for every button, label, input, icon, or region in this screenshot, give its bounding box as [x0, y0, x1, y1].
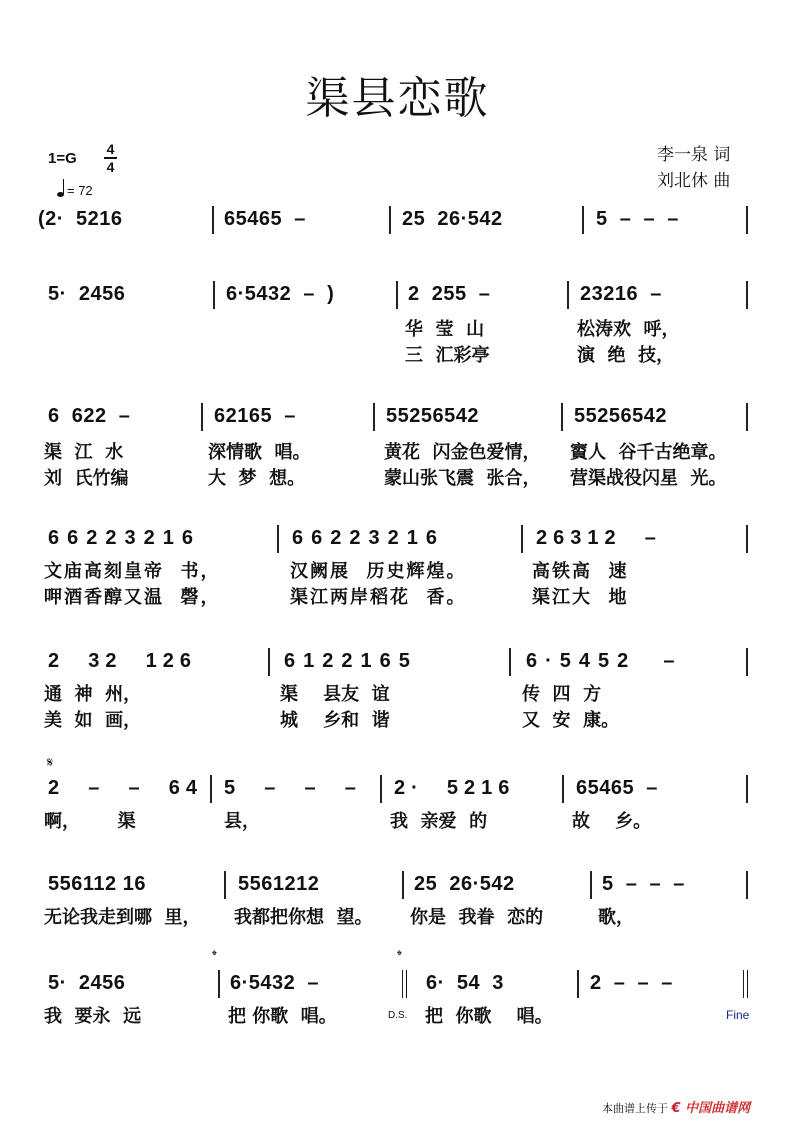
measure: 6122165 [284, 650, 418, 672]
time-signature-bottom: 4 [106, 159, 115, 175]
barline [380, 775, 382, 803]
lyric-verse2: 又 安 康。 [522, 710, 620, 731]
barline [201, 403, 203, 431]
composer: 刘北休 曲 [657, 171, 731, 191]
lyric-verse2: 呷酒香醇又温 磬， [44, 587, 221, 608]
lyric-verse2: 演 绝 技， [577, 345, 675, 366]
lyric-verse2: 刘 氏竹编 [44, 468, 129, 489]
coda-icon: 𝄌 [397, 948, 402, 964]
barline [509, 648, 511, 676]
song-title: 渠县恋歌 [305, 73, 490, 124]
logo-icon: € [671, 1101, 681, 1116]
lyricist: 李一泉 词 [657, 145, 731, 165]
barline [218, 970, 220, 998]
barline [212, 206, 214, 234]
lyric: 把 你歌 唱。 [228, 1006, 337, 1027]
barline [746, 281, 748, 309]
lyric-verse1: 通 神 州， [44, 684, 142, 705]
credits [657, 142, 730, 194]
measure: 55256542 [386, 405, 479, 427]
measure: 2· 5216 [394, 777, 516, 799]
measure: 2 – – 64 [48, 777, 203, 799]
measure: 5 – – – [596, 208, 679, 230]
site-logo[interactable] [672, 1101, 751, 1116]
tempo-value: = 72 [67, 183, 93, 198]
lyric-verse2: 蒙山张飞震 张合， [384, 468, 541, 489]
footer-credit [602, 1097, 750, 1116]
measure: 5· 2456 [48, 283, 126, 305]
lyric-verse1: 传 四 方 [522, 684, 602, 705]
lyric-verse1: 賨人 谷千古绝章。 [570, 442, 727, 463]
barline [561, 403, 563, 431]
barline [402, 871, 404, 899]
barline [373, 403, 375, 431]
barline [396, 281, 398, 309]
fine-marking: Fine [726, 1008, 750, 1022]
lyric-verse1: 汉阙展 历史辉煌。 [290, 561, 467, 582]
lyric-verse2: 渠江大 地 [532, 587, 629, 608]
barline [746, 871, 748, 899]
lyric: 把 你歌 唱。 [425, 1006, 553, 1027]
measure: 6·5432 – [230, 972, 320, 994]
barline [521, 525, 523, 553]
barline [213, 281, 215, 309]
logo-text: 中国曲谱网 [685, 1101, 751, 1116]
lyric-verse1: 渠 江 水 [44, 442, 124, 463]
measure: 5561212 [238, 873, 320, 895]
measure: 5 – – – [602, 873, 685, 895]
barline [746, 206, 748, 234]
lyric: 我都把你想 望。 [234, 907, 373, 928]
measure: 66223216 [292, 527, 445, 549]
lyric-verse1: 黄花 闪金色爱情， [384, 442, 541, 463]
measure: 2 255 – [408, 283, 491, 305]
measure: 5· 2456 [48, 972, 126, 994]
lyric: 歌， [598, 907, 634, 928]
barline [224, 871, 226, 899]
lyric: 你是 我眷 恋的 [410, 907, 544, 928]
lyric: 县， [224, 811, 260, 832]
lyric-verse2: 大 梦 想。 [208, 468, 306, 489]
barline [746, 525, 748, 553]
lyric: 啊， 渠 [44, 811, 136, 832]
key-signature: 1=G [48, 150, 77, 167]
barline [582, 206, 584, 234]
measure: 2 32 126 [48, 650, 197, 672]
measure: (2· 5216 [38, 208, 123, 230]
measure: 6· 54 3 [426, 972, 504, 994]
quarter-note-icon [57, 192, 64, 197]
measure: 6·5432 – ) [226, 283, 335, 305]
barline [277, 525, 279, 553]
time-signature-top: 4 [106, 141, 115, 157]
tempo-marking [57, 183, 93, 198]
lyric-verse1: 高铁高 速 [532, 561, 629, 582]
measure: 65465 – [576, 777, 658, 799]
measure: 55256542 [574, 405, 667, 427]
lyric-verse2: 渠江两岸稻花 香。 [290, 587, 467, 608]
measure: 23216 – [580, 283, 662, 305]
lyric-verse2: 三 汇彩亭 [405, 345, 490, 366]
barline [577, 970, 579, 998]
dal-segno-marking: D.S. [388, 1010, 408, 1021]
lyric: 故 乡。 [572, 811, 652, 832]
lyric-verse2: 美 如 画， [44, 710, 142, 731]
measure: 6·5452 – [526, 650, 683, 672]
measure: 25 26·542 [402, 208, 503, 230]
lyric-verse2: 营渠战役闪星 光。 [570, 468, 727, 489]
barline [746, 403, 748, 431]
measure: 25 26·542 [414, 873, 515, 895]
time-signature [104, 142, 117, 174]
measure: 2 – – – [590, 972, 673, 994]
lyric-verse1: 深情歌 唱。 [208, 442, 311, 463]
measure: 66223216 [48, 527, 201, 549]
lyric-verse1: 渠 县友 谊 [280, 684, 390, 705]
barline [590, 871, 592, 899]
lyric: 无论我走到哪 里， [44, 907, 201, 928]
lyric: 我 亲爱 的 [390, 811, 488, 832]
barline [562, 775, 564, 803]
coda-icon: 𝄌 [212, 948, 217, 964]
measure: 65465 – [224, 208, 306, 230]
final-barline [743, 970, 744, 998]
lyric: 我 要永 远 [44, 1006, 142, 1027]
lyric-verse2: 城 乡和 谐 [280, 710, 390, 731]
lyric-verse1: 文庙高刻皇帝 书， [44, 561, 221, 582]
repeat-end-barline [402, 970, 403, 998]
barline [268, 648, 270, 676]
measure: 6 622 – [48, 405, 131, 427]
lyric-verse1: 松涛欢 呼， [577, 319, 680, 340]
barline [389, 206, 391, 234]
measure: 26312 – [536, 527, 662, 549]
measure: 556112 16 [48, 873, 146, 895]
barline [746, 648, 748, 676]
lyric-verse1: 华 莹 山 [405, 319, 485, 340]
measure: 62165 – [214, 405, 296, 427]
barline [567, 281, 569, 309]
segno-icon: 𝄋 [47, 755, 54, 771]
barline [210, 775, 212, 803]
footer-text: 本曲谱上传于 [602, 1102, 668, 1115]
measure: 5 – – – [224, 777, 362, 799]
barline [746, 775, 748, 803]
